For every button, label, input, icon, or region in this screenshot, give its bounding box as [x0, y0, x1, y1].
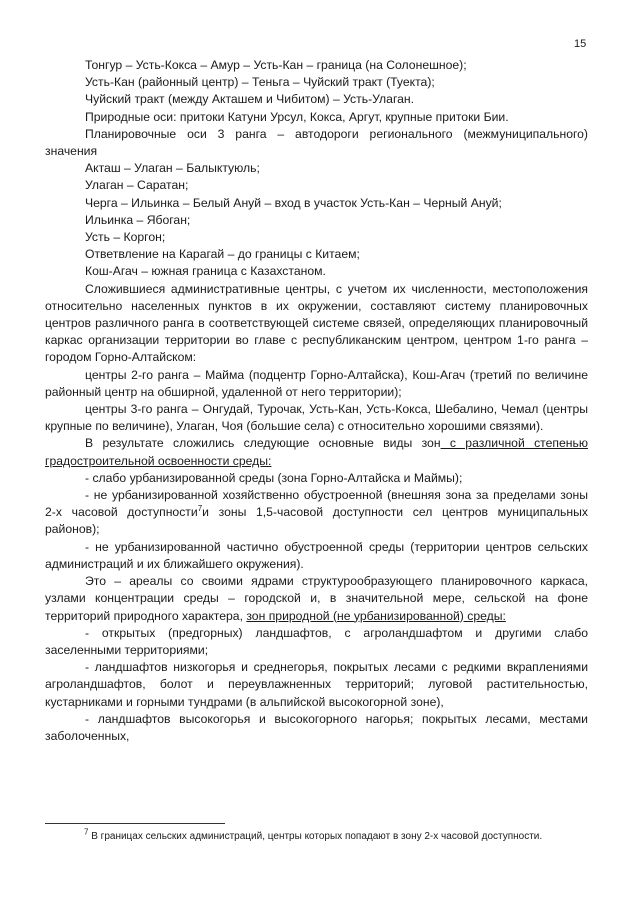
- paragraph: Чуйский тракт (между Акташем и Чибитом) – Усть-Улаган.: [85, 92, 415, 107]
- footnote-reference[interactable]: 7: [197, 504, 203, 514]
- zones-intro: В результате сложились следующие основные виды зон: [85, 436, 441, 451]
- footnote-mark: 7: [84, 827, 89, 837]
- paragraph: центры 2-го ранга – Майма (подцентр Горно-Алтайска), Кош-Агач (третий по величине районный центр на обширной, удаленной от него территории);: [45, 367, 588, 399]
- paragraph: Планировочные оси 3 ранга – автодороги регионального (межмуниципального) значения: [45, 126, 588, 159]
- paragraph: Тонгур – Усть-Кокса – Амур – Усть-Кан – граница (на Солонешное);: [85, 58, 467, 72]
- page-number: 15: [574, 38, 587, 50]
- paragraph: Черга – Ильинка – Белый Ануй – вход в участок Усть-Кан – Черный Ануй;: [85, 195, 502, 210]
- list-item: [45, 487, 588, 539]
- paragraph: Природные оси: притоки Катуни Урсул, Кокса, Аргут, крупные притоки Бии.: [85, 109, 509, 124]
- paragraph: центры 3-го ранга – Онгудай, Турочак, Усть-Кан, Усть-Кокса, Шебалино, Чемал (центры крупные по величине), Улаган, Чоя (большие села) с относительно хорошими связями).: [45, 402, 588, 434]
- paragraph: Кош-Агач – южная граница с Казахстаном.: [85, 264, 326, 279]
- paragraph: Улаган – Саратан;: [85, 178, 189, 193]
- areal-underlined: зон природной (не урбанизированной) среды:: [246, 608, 506, 623]
- paragraph: Усть – Коргон;: [85, 230, 166, 245]
- zones-underlined: с различной степенью градостроительной освоенности среды:: [45, 436, 589, 468]
- footnote-divider: [45, 823, 225, 824]
- areal-paragraph: [45, 573, 588, 625]
- paragraph: Ильинка – Ябоган;: [85, 212, 191, 227]
- list-item-text: - не урбанизированной хозяйственно обустроенной (внешняя зона за пределами зоны 2-х часовой доступности: [45, 488, 588, 520]
- list-item: - ландшафтов высокогорья и высокогорного нагорья; покрытых лесами, местами заболоченных,: [45, 711, 588, 743]
- list-item: - ландшафтов низкогорья и среднегорья, покрытых лесами с редкими вкраплениями агроландшафтов, болот и переувлажненных территорий; луговой растительностью, кустарниками и горными тундрами (в альпийской высокогорной зоне),: [45, 660, 588, 709]
- body-text: [45, 57, 588, 745]
- paragraph: Сложившиеся административные центры, с учетом их численности, местоположения относительно населенных пунктов в их окружении, составляют систему планировочных центров различного ранга в соответствующей системе связей, определяющих планировочный каркас организации территории во главе с республиканским центром, центром 1-го ранга – городом Горно-Алтайском:: [45, 281, 588, 365]
- list-item: - слабо урбанизированной среды (зона Горно-Алтайска и Маймы);: [85, 470, 463, 485]
- areal-text: Это – ареалы со своими ядрами структурообразующего планировочного каркаса, узлами концентрации среды – городской и, в значительной мере, сельской на фоне территорий природного характера,: [45, 574, 588, 623]
- footnote: [84, 827, 604, 843]
- paragraph: Акташ – Улаган – Балыктуюль;: [85, 161, 260, 176]
- paragraph: Ответвление на Карагай – до границы с Китаем;: [85, 247, 360, 262]
- zones-paragraph: [45, 435, 588, 469]
- paragraph: Усть-Кан (районный центр) – Теньга – Чуйский тракт (Туекта);: [85, 75, 435, 90]
- list-item: - открытых (предгорных) ландшафтов, с агроландшафтом и другими слабо заселенными территориями;: [45, 625, 588, 657]
- footnote-text: В границах сельских администраций, центры которых попадают в зону 2-х часовой доступности.: [88, 831, 543, 842]
- list-item-text: и зоны 1,5-часовой доступности сел центров муниципальных районов);: [45, 505, 588, 537]
- list-item: - не урбанизированной частично обустроенной среды (территории центров сельских администраций и их ближайшего окружения).: [45, 539, 588, 571]
